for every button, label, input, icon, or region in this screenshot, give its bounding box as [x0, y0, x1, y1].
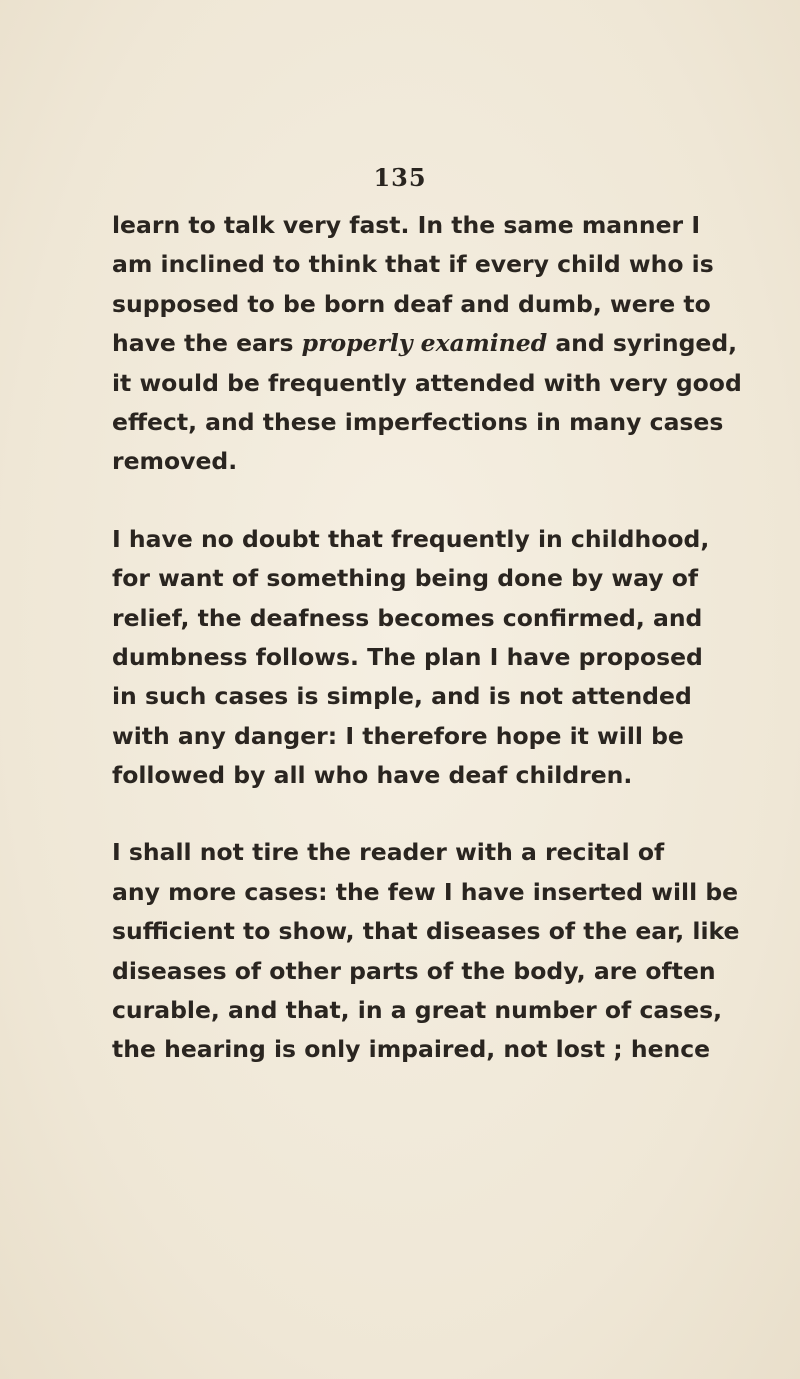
- text-line: effect, and these imperfections in many cases: [112, 407, 724, 436]
- text-line: with any danger: I therefore hope it will be: [112, 721, 684, 750]
- text-line: [112, 324, 738, 363]
- text-run: have the ears: [112, 329, 302, 358]
- text-line: followed by all who have deaf children.: [112, 761, 633, 790]
- text-line: it would be frequently attended with very good: [112, 368, 742, 397]
- text-line: diseases of other parts of the body, are often: [112, 956, 716, 985]
- text-line: removed.: [112, 447, 238, 476]
- text-line: any more cases: the few I have inserted will be: [112, 877, 739, 906]
- text-line: curable, and that, in a great number of cases,: [112, 996, 723, 1025]
- paragraph-gap: [112, 795, 632, 833]
- text-run: and syringed,: [547, 329, 738, 358]
- paragraph-3: [112, 833, 740, 1069]
- paragraph-2: [112, 520, 710, 796]
- paragraph-gap: [112, 482, 632, 520]
- text-line: I have no doubt that frequently in childhood,: [112, 524, 710, 553]
- text-line: relief, the deafness becomes confirmed, and: [112, 603, 703, 632]
- text-line: supposed to be born deaf and dumb, were to: [112, 289, 711, 318]
- text-line: in such cases is simple, and is not attended: [112, 682, 692, 711]
- text-line: am inclined to think that if every child who is: [112, 250, 714, 279]
- text-line: learn to talk very fast. In the same manner I: [112, 211, 701, 239]
- paragraph-1: [112, 206, 742, 482]
- body-text: [112, 206, 742, 1070]
- page-number: 135: [373, 163, 427, 192]
- text-line: sufficient to show, that diseases of the ear, like: [112, 917, 740, 946]
- italic-emphasis: properly examined: [301, 329, 548, 358]
- text-line: the hearing is only impaired, not lost ; hence: [112, 1035, 711, 1064]
- text-line: for want of something being done by way of: [112, 564, 699, 593]
- text-line: I shall not tire the reader with a recital of: [112, 838, 665, 867]
- text-line: dumbness follows. The plan I have proposed: [112, 642, 703, 671]
